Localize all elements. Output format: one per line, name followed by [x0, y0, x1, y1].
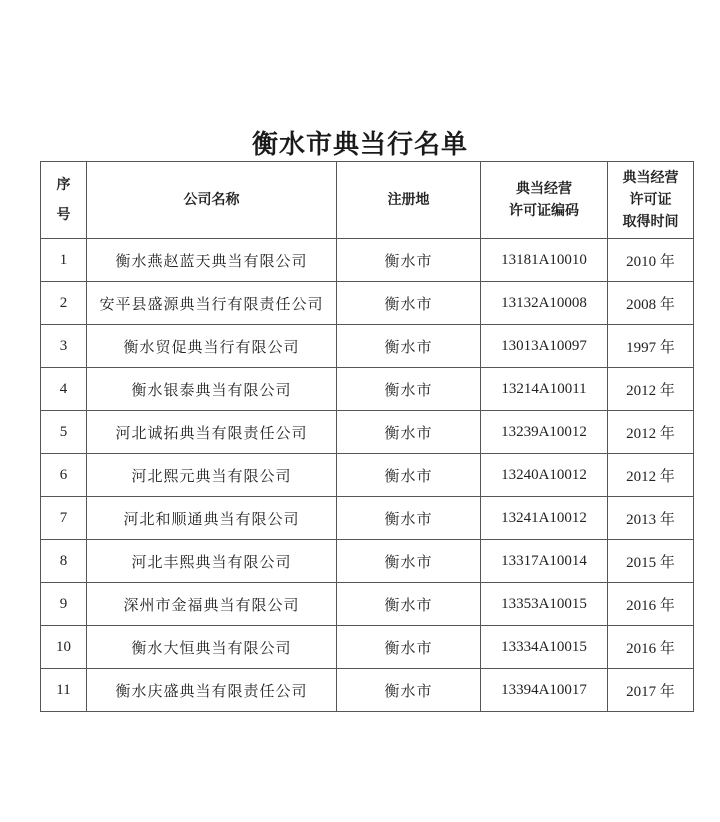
cell-code: 13240A10012 — [481, 454, 608, 497]
cell-year: 2016 年 — [608, 583, 694, 626]
cell-seq: 11 — [41, 669, 87, 712]
cell-year: 2012 年 — [608, 368, 694, 411]
pawnshop-table — [40, 161, 694, 712]
cell-code: 13353A10015 — [481, 583, 608, 626]
cell-place: 衡水市 — [337, 239, 481, 282]
cell-place: 衡水市 — [337, 583, 481, 626]
cell-year: 2012 年 — [608, 454, 694, 497]
header-seq-line-2: 号 — [56, 207, 71, 223]
header-code — [481, 162, 608, 239]
header-seq — [41, 162, 87, 239]
cell-place: 衡水市 — [337, 669, 481, 712]
cell-company: 河北熙元典当有限公司 — [87, 454, 337, 497]
cell-year: 2010 年 — [608, 239, 694, 282]
cell-code: 13317A10014 — [481, 540, 608, 583]
table-row — [41, 497, 694, 540]
cell-company: 安平县盛源典当行有限责任公司 — [87, 282, 337, 325]
table-row — [41, 239, 694, 282]
cell-code: 13013A10097 — [481, 325, 608, 368]
header-year — [608, 162, 694, 239]
cell-place: 衡水市 — [337, 368, 481, 411]
cell-seq: 7 — [41, 497, 87, 540]
cell-code: 13181A10010 — [481, 239, 608, 282]
cell-company: 河北和顺通典当有限公司 — [87, 497, 337, 540]
header-seq-line-1: 序 — [56, 177, 71, 193]
header-year-line-1: 典当经营 — [622, 170, 679, 186]
cell-company: 衡水银泰典当有限公司 — [87, 368, 337, 411]
header-code-line-1: 典当经营 — [516, 181, 572, 197]
cell-year: 2016 年 — [608, 626, 694, 669]
cell-year: 2012 年 — [608, 411, 694, 454]
table-row — [41, 368, 694, 411]
cell-year: 2017 年 — [608, 669, 694, 712]
cell-seq: 1 — [41, 239, 87, 282]
table-row — [41, 325, 694, 368]
cell-year: 2013 年 — [608, 497, 694, 540]
header-year-line-2: 许可证 — [629, 192, 672, 208]
table-row — [41, 454, 694, 497]
table-header-row — [41, 162, 694, 239]
cell-seq: 4 — [41, 368, 87, 411]
cell-place: 衡水市 — [337, 411, 481, 454]
cell-place: 衡水市 — [337, 454, 481, 497]
cell-code: 13394A10017 — [481, 669, 608, 712]
cell-seq: 8 — [41, 540, 87, 583]
cell-code: 13239A10012 — [481, 411, 608, 454]
cell-year: 1997 年 — [608, 325, 694, 368]
cell-seq: 9 — [41, 583, 87, 626]
cell-seq: 6 — [41, 454, 87, 497]
header-company: 公司名称 — [87, 162, 337, 239]
header-code-line-2: 许可证编码 — [509, 203, 579, 219]
cell-company: 衡水燕赵蓝天典当有限公司 — [87, 239, 337, 282]
cell-company: 深州市金福典当有限公司 — [87, 583, 337, 626]
cell-place: 衡水市 — [337, 540, 481, 583]
cell-code: 13334A10015 — [481, 626, 608, 669]
cell-seq: 5 — [41, 411, 87, 454]
cell-place: 衡水市 — [337, 325, 481, 368]
cell-code: 13132A10008 — [481, 282, 608, 325]
cell-place: 衡水市 — [337, 497, 481, 540]
table-row — [41, 540, 694, 583]
cell-company: 衡水庆盛典当有限责任公司 — [87, 669, 337, 712]
page-title: 衡水市典当行名单 — [251, 130, 468, 160]
table-row — [41, 411, 694, 454]
cell-place: 衡水市 — [337, 282, 481, 325]
cell-code: 13214A10011 — [481, 368, 608, 411]
cell-year: 2008 年 — [608, 282, 694, 325]
cell-seq: 3 — [41, 325, 87, 368]
cell-year: 2015 年 — [608, 540, 694, 583]
table-row — [41, 669, 694, 712]
cell-place: 衡水市 — [337, 626, 481, 669]
cell-company: 河北丰熙典当有限公司 — [87, 540, 337, 583]
cell-seq: 2 — [41, 282, 87, 325]
cell-code: 13241A10012 — [481, 497, 608, 540]
header-place: 注册地 — [337, 162, 481, 239]
cell-company: 衡水大恒典当有限公司 — [87, 626, 337, 669]
table-row — [41, 583, 694, 626]
table-row — [41, 626, 694, 669]
table-row — [41, 282, 694, 325]
header-year-line-3: 取得时间 — [622, 214, 679, 230]
cell-company: 衡水贸促典当行有限公司 — [87, 325, 337, 368]
cell-seq: 10 — [41, 626, 87, 669]
cell-company: 河北诚拓典当有限责任公司 — [87, 411, 337, 454]
